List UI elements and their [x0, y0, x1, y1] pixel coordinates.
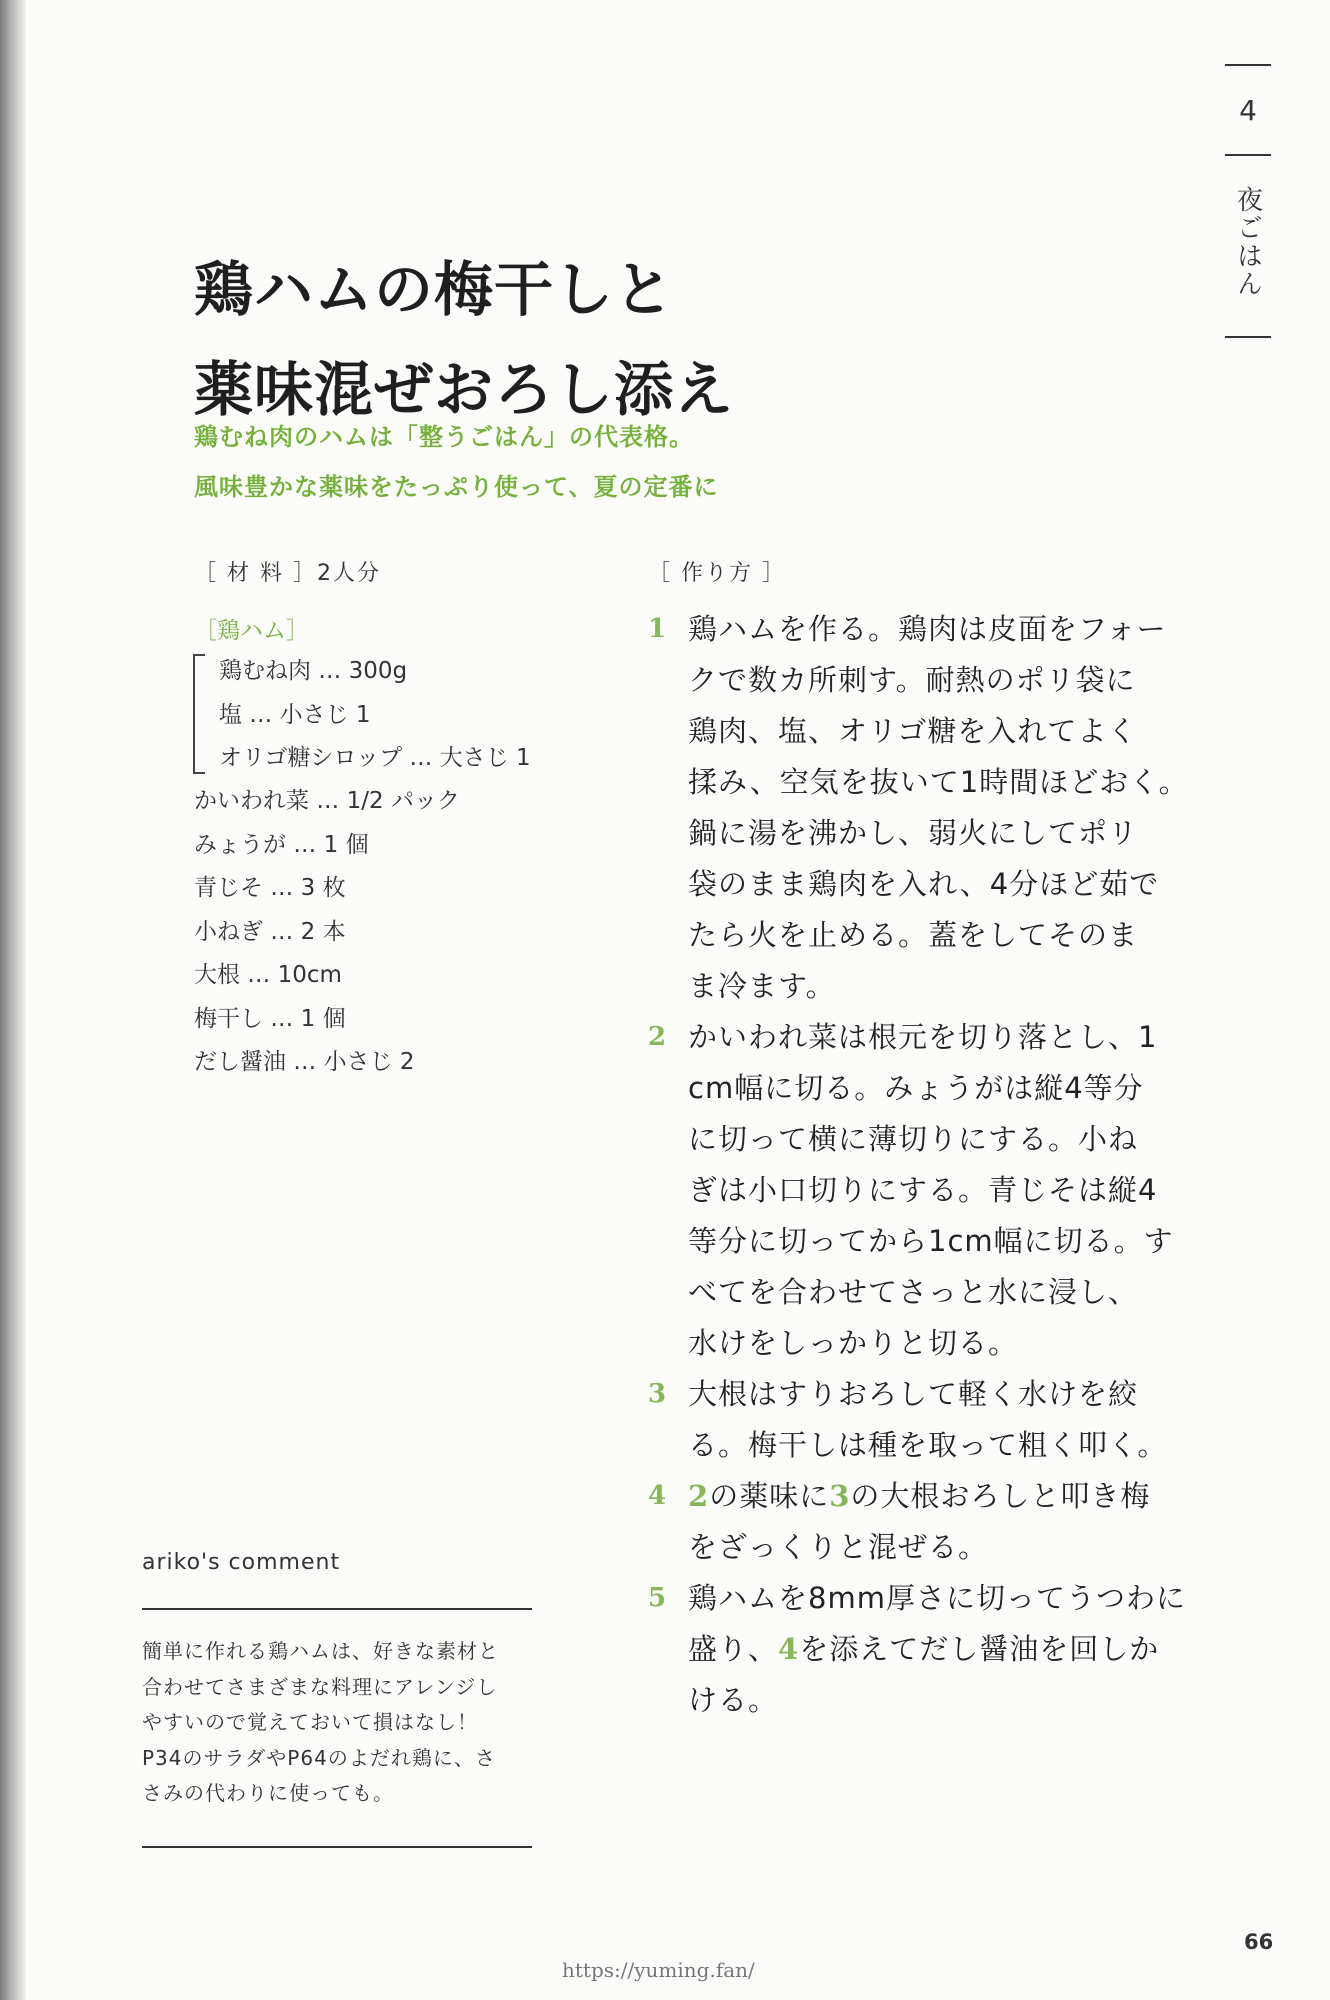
recipe-subtitle-line: 鶏むね肉のハムは「整うごはん」の代表格。: [194, 423, 694, 451]
ingredient-group-bracket: [193, 654, 205, 774]
step-line: べてを合わせてさっと水に浸し、: [688, 1275, 1139, 1309]
recipe-title-line: 鶏ハムの梅干しと: [194, 255, 675, 324]
comment-title: ariko's comment: [142, 1550, 341, 1575]
ingredient-item: 梅干し … 1 個: [194, 1005, 346, 1032]
step-line: 鶏肉、塩、オリゴ糖を入れてよく: [688, 714, 1138, 748]
step-number: 5: [648, 1583, 667, 1613]
step-line-text: を添えてだし醤油を回しか: [799, 1632, 1160, 1666]
step-line: ける。: [688, 1683, 779, 1717]
method-step: [648, 1573, 1193, 1726]
ingredient-group-label: ［鶏ハム］: [194, 618, 309, 644]
step-number: 2: [648, 1022, 667, 1052]
step-number: 1: [648, 614, 667, 644]
step-line-text: 盛り、: [688, 1632, 779, 1666]
step-line: 揉み、空気を抜いて1時間ほどおく。: [688, 765, 1189, 799]
page-number: 66: [1244, 1930, 1274, 1954]
step-line-text: の薬味に: [709, 1479, 830, 1513]
method-step: [648, 1369, 1193, 1471]
chapter-label: 夜ごはん: [1232, 186, 1263, 298]
comment-line: P34のサラダやP64のよだれ鶏に、さ: [142, 1745, 496, 1770]
method-step: [648, 1471, 1193, 1573]
ingredient-item: 大根 … 10cm: [194, 962, 342, 988]
step-text: [688, 1573, 1193, 1726]
step-reference: 3: [829, 1479, 851, 1513]
step-line: 水けをしっかりと切る。: [688, 1326, 1019, 1360]
comment-body: [142, 1634, 542, 1812]
step-line: 鶏ハムを8mm厚さに切ってうつわに: [688, 1581, 1186, 1615]
recipe-title: [194, 240, 844, 440]
step-line: クで数カ所刺す。耐熱のポリ袋に: [688, 663, 1136, 697]
step-line: ぎは小口切りにする。青じそは縦4: [688, 1173, 1158, 1207]
step-line: [688, 1624, 1193, 1675]
step-reference: 4: [778, 1632, 800, 1666]
ingredient-item: 青じそ … 3 枚: [194, 875, 346, 901]
step-line: たら火を止める。蓋をしてそのま: [688, 918, 1139, 952]
chapter-number: 4: [1239, 94, 1257, 127]
comment-line: さみの代わりに使っても。: [142, 1781, 394, 1805]
comment-line: 合わせてさまざまな料理にアレンジし: [142, 1674, 498, 1699]
step-line: ま冷ます。: [688, 969, 836, 1003]
ingredient-group-list: [219, 650, 531, 781]
step-line: をざっくりと混ぜる。: [688, 1530, 989, 1564]
comment-rule-top: [142, 1608, 532, 1610]
ingredient-item: 鶏むね肉 … 300g: [219, 658, 408, 684]
chapter-rule-middle: [1225, 154, 1271, 156]
step-reference: 2: [688, 1479, 710, 1513]
method-step: [648, 1012, 1193, 1369]
step-text: [688, 1471, 1193, 1573]
ingredients-heading: ［ 材 料 ］2人分: [194, 561, 381, 586]
method-step: [648, 604, 1193, 1012]
step-line: 袋のまま鶏肉を入れ、4分ほど茹で: [688, 867, 1160, 901]
ingredient-item: だし醤油 … 小さじ 2: [194, 1049, 415, 1075]
step-line: [688, 1471, 1193, 1522]
method-heading: ［ 作り方 ］: [648, 561, 786, 586]
step-number: 4: [648, 1481, 667, 1511]
ingredient-item: 塩 … 小さじ 1: [219, 701, 371, 728]
step-line: 鍋に湯を沸かし、弱火にしてポリ: [688, 816, 1139, 850]
ingredient-item: 小ねぎ … 2 本: [194, 918, 346, 945]
step-line: 大根はすりおろして軽く水けを絞: [688, 1377, 1139, 1411]
step-line: cm幅に切る。みょうがは縦4等分: [688, 1071, 1144, 1105]
step-text: [688, 1369, 1193, 1471]
comment-line: やすいので覚えておいて損はなし！: [142, 1710, 478, 1734]
step-text: [688, 604, 1193, 1012]
chapter-rule-bottom: [1225, 336, 1271, 338]
recipe-subtitle: [194, 412, 894, 512]
ingredient-item: オリゴ糖シロップ … 大さじ 1: [219, 745, 531, 771]
step-line: る。梅干しは種を取って粗く叩く。: [688, 1428, 1168, 1462]
chapter-rule-top: [1225, 64, 1271, 66]
step-text: [688, 1012, 1193, 1369]
recipe-title-line: 薬味混ぜおろし添え: [194, 355, 735, 424]
step-line: 等分に切ってから1cm幅に切る。す: [688, 1224, 1174, 1258]
recipe-subtitle-line: 風味豊かな薬味をたっぷり使って、夏の定番に: [194, 473, 719, 501]
book-spine-shadow: [0, 0, 26, 2000]
ingredient-item: みょうが … 1 個: [194, 831, 369, 858]
step-line-text: の大根おろしと叩き梅: [850, 1479, 1151, 1513]
ingredient-item: かいわれ菜 … 1/2 パック: [194, 788, 460, 814]
step-line: に切って横に薄切りにする。小ね: [688, 1122, 1139, 1156]
watermark-url: https://yuming.fan/: [562, 1958, 755, 1982]
step-number: 3: [648, 1379, 667, 1409]
method-steps: [648, 604, 1193, 1726]
comment-line: 簡単に作れる鶏ハムは、好きな素材と: [142, 1639, 499, 1663]
step-line: 鶏ハムを作る。鶏肉は皮面をフォー: [688, 612, 1167, 646]
comment-rule-bottom: [142, 1846, 532, 1848]
step-line: かいわれ菜は根元を切り落とし、1: [688, 1020, 1158, 1054]
ingredient-list: [194, 780, 460, 1085]
